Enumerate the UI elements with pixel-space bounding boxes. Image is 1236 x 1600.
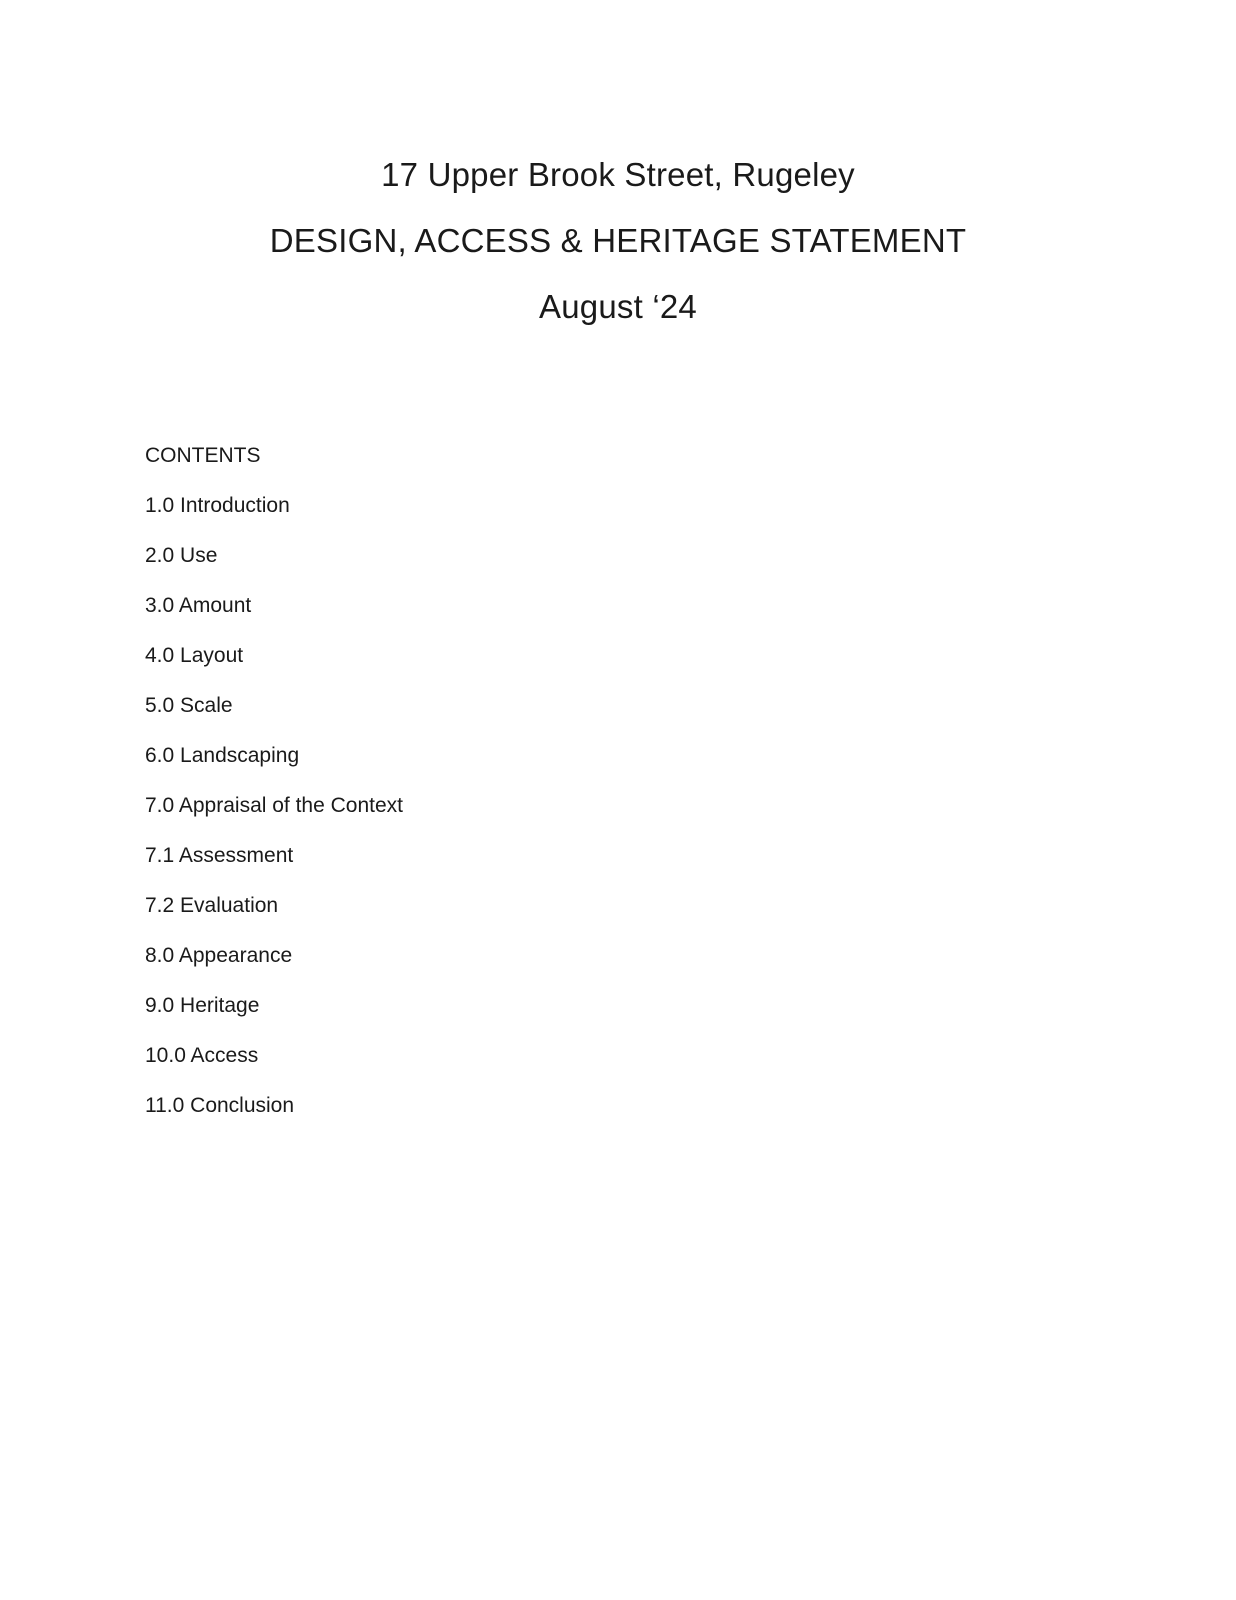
contents-item-scale: 5.0 Scale: [145, 694, 233, 717]
contents-item-amount: 3.0 Amount: [145, 594, 252, 617]
contents-item-assessment: 7.1 Assessment: [145, 844, 294, 867]
contents-item-landscaping: 6.0 Landscaping: [145, 744, 300, 767]
contents-item-access: 10.0 Access: [145, 1044, 259, 1067]
contents-item-appraisal-of-context: 7.0 Appraisal of the Context: [145, 794, 403, 817]
contents-item-introduction: 1.0 Introduction: [145, 494, 290, 517]
contents-item-evaluation: 7.2 Evaluation: [145, 894, 279, 917]
contents-item-layout: 4.0 Layout: [145, 644, 244, 667]
contents-item-heritage: 9.0 Heritage: [145, 994, 260, 1017]
contents-item-use: 2.0 Use: [145, 544, 218, 567]
contents-list: [145, 494, 845, 1118]
document-statement-title: DESIGN, ACCESS & HERITAGE STATEMENT: [269, 222, 967, 259]
table-of-contents: [145, 444, 845, 1144]
document-address-title: 17 Upper Brook Street, Rugeley: [381, 156, 855, 193]
contents-item-conclusion: 11.0 Conclusion: [145, 1094, 295, 1117]
contents-heading: CONTENTS: [145, 444, 261, 467]
title-block: [0, 142, 1236, 340]
contents-item-appearance: 8.0 Appearance: [145, 944, 293, 967]
document-date: August ‘24: [539, 288, 697, 325]
